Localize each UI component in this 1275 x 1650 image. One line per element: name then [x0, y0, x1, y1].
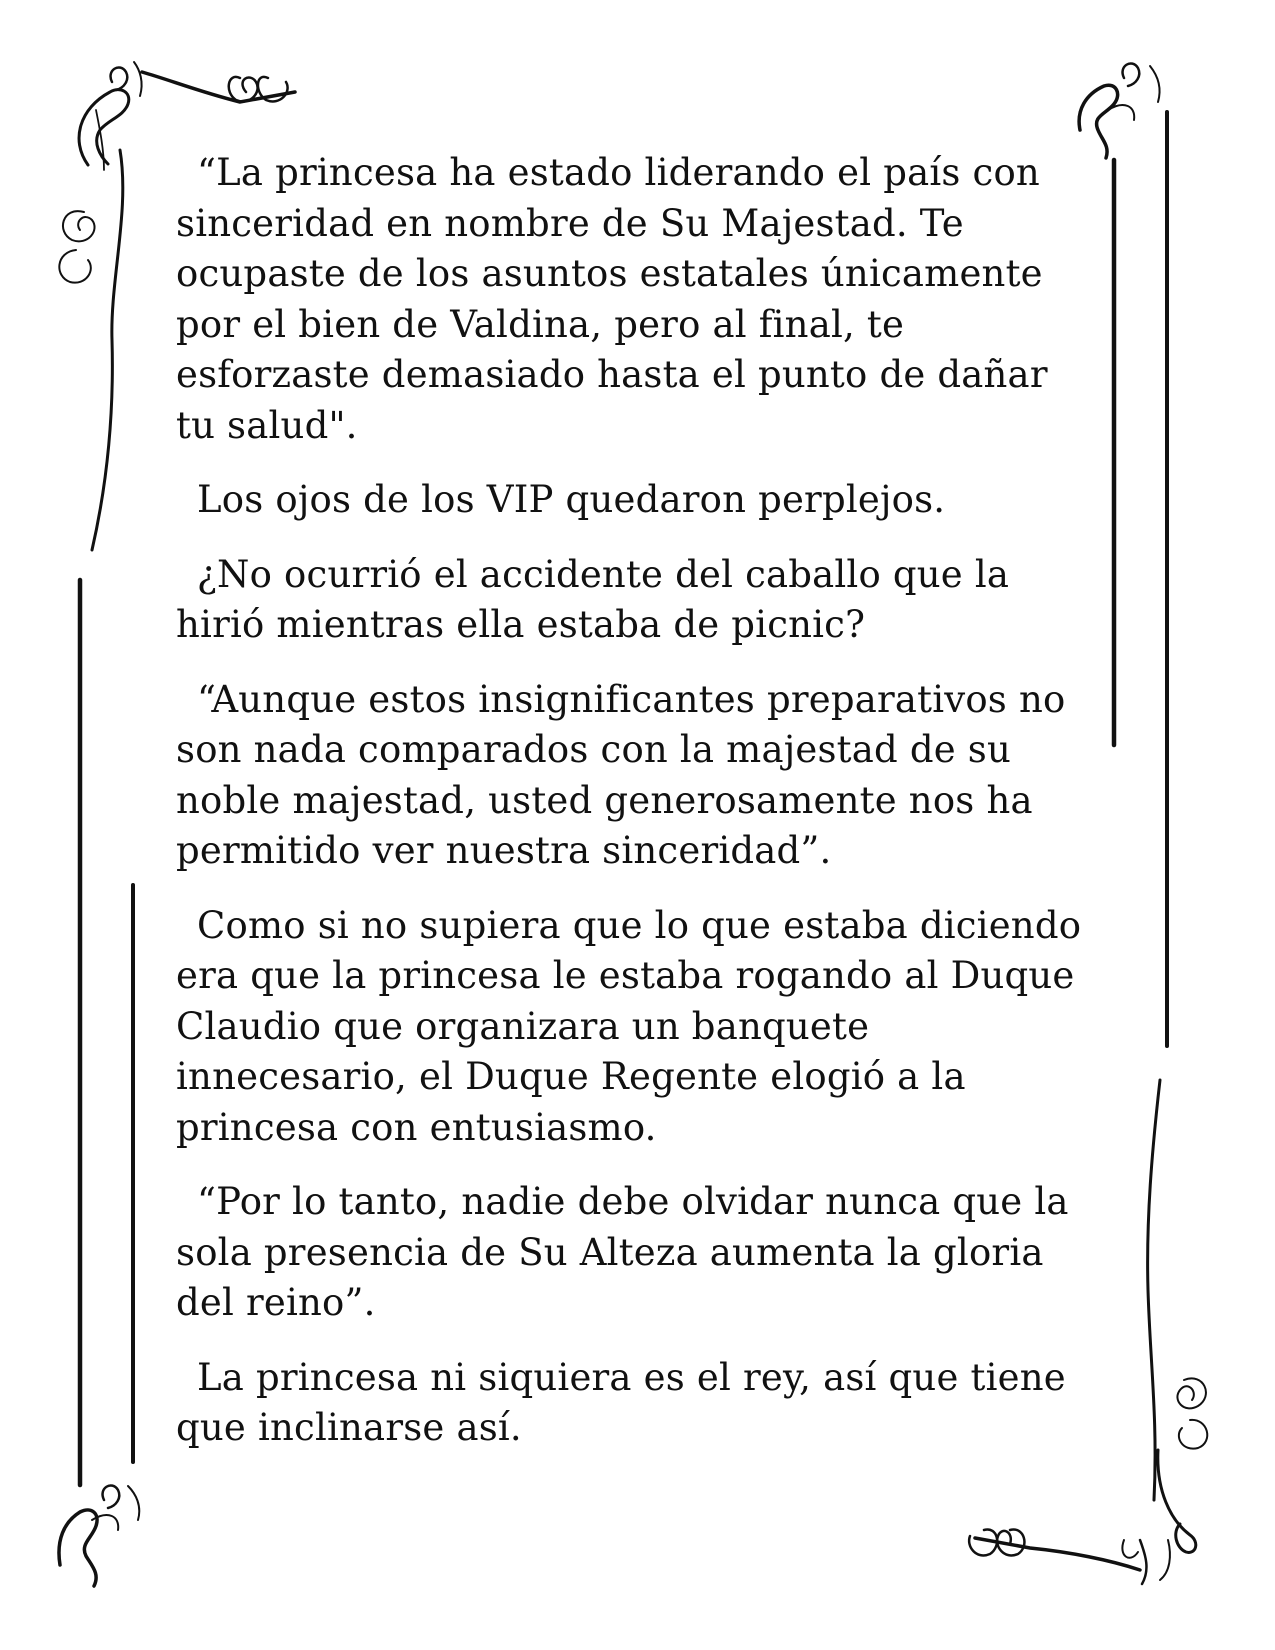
paragraph-2: Los ojos de los VIP quedaron perplejos. — [197, 478, 946, 521]
story-text — [176, 148, 1091, 1478]
paragraph-3: ¿No ocurrió el accidente del caballo que la hirió mientras ella estaba de picnic? — [176, 552, 1010, 646]
paragraph-6: “Por lo tanto, nadie debe olvidar nunca que la sola presencia de Su Alteza aumenta la gloria del reino”. — [176, 1180, 1069, 1324]
paragraph-4: “Aunque estos insignificantes preparativos no son nada comparados con la majestad de su noble majestad, usted generosamente nos ha permitido ver nuestra sinceridad”. — [176, 677, 1066, 872]
paragraph-1: “La princesa ha estado liderando el país con sinceridad en nombre de Su Majestad. Te ocupaste de los asuntos estatales únicamente por el bien de Valdina, pero al final, te esforzaste demasiado hasta el punto de dañar tu salud". — [176, 151, 1048, 447]
top-right-flourish-icon — [1079, 63, 1159, 158]
paragraph-5: Como si no supiera que lo que estaba diciendo era que la princesa le estaba rogando al Duque Claudio que organizara un banquete innecesario, el Duque Regente elogió a la princesa con entusiasmo. — [176, 903, 1082, 1149]
paragraph-7: La princesa ni siquiera es el rey, así que tiene que inclinarse así. — [176, 1355, 1066, 1449]
bottom-left-flourish-icon — [59, 1485, 139, 1586]
